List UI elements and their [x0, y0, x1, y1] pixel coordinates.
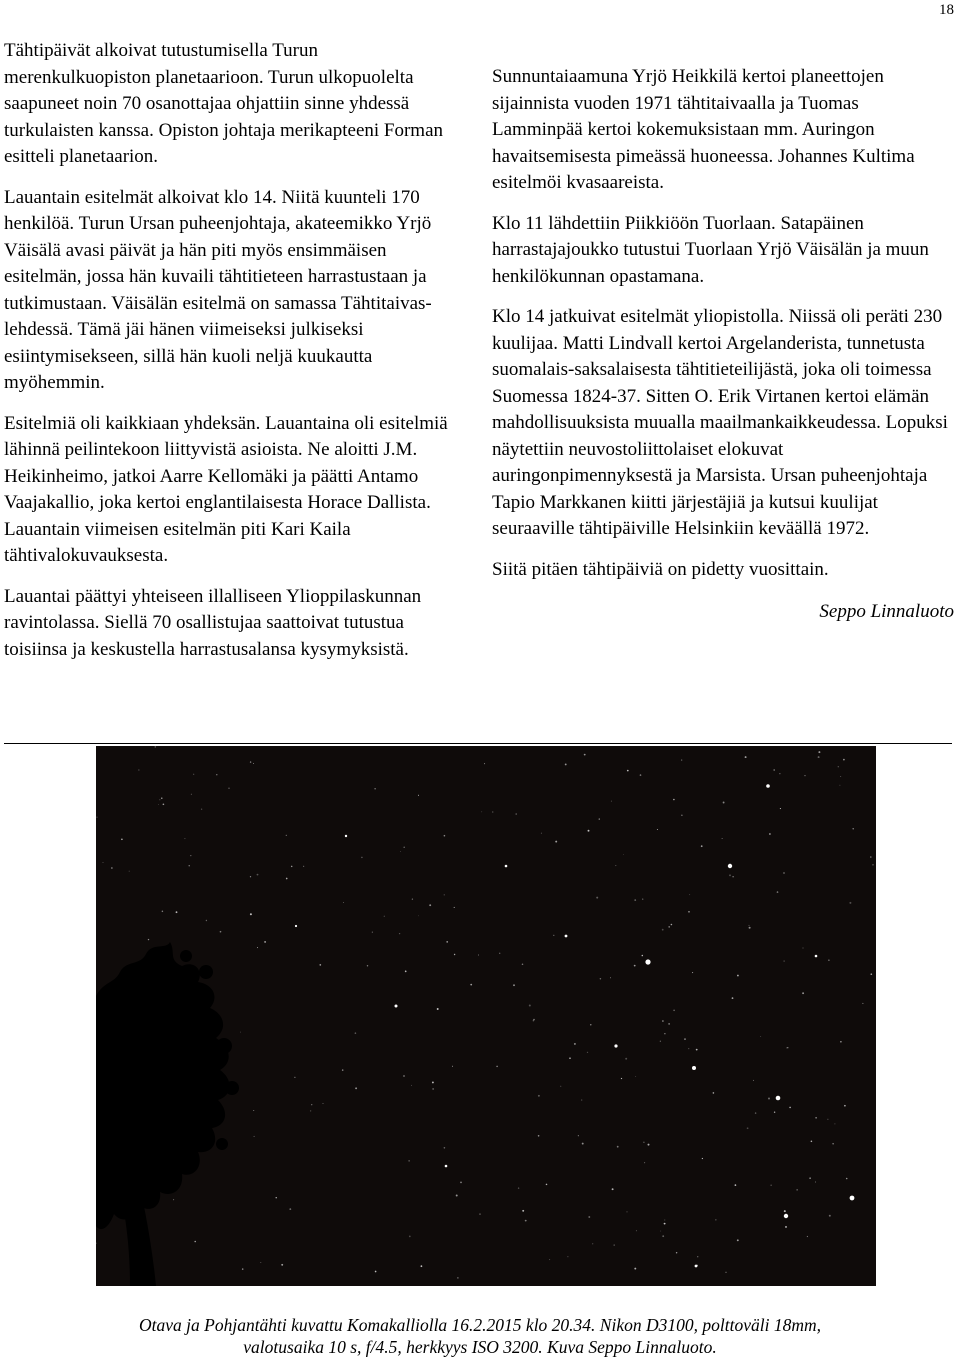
faint-star — [240, 1032, 241, 1033]
faint-star — [644, 1162, 645, 1163]
faint-star — [615, 865, 616, 866]
faint-star — [735, 1184, 737, 1186]
bright-star — [395, 1005, 398, 1008]
faint-star — [254, 1136, 255, 1137]
faint-star — [582, 1143, 584, 1145]
faint-star — [303, 866, 304, 867]
faint-star — [96, 817, 97, 818]
faint-star — [553, 935, 554, 936]
faint-star — [291, 866, 293, 868]
faint-star — [840, 1041, 842, 1043]
faint-star — [289, 1208, 291, 1210]
faint-star — [342, 1069, 343, 1070]
faint-star — [862, 1003, 863, 1004]
faint-star — [264, 941, 266, 943]
faint-star — [804, 775, 805, 776]
faint-star — [513, 984, 515, 986]
faint-star — [319, 964, 321, 966]
faint-star — [787, 1047, 788, 1048]
faint-star — [525, 1220, 527, 1222]
bright-star — [776, 1096, 781, 1101]
faint-star — [541, 833, 542, 834]
faint-star — [664, 1220, 665, 1221]
faint-star — [555, 841, 557, 843]
faint-star — [538, 1095, 540, 1097]
faint-star — [681, 815, 682, 816]
faint-star — [785, 1226, 787, 1228]
faint-star — [846, 1178, 848, 1180]
faint-star — [844, 1105, 846, 1107]
faint-star — [323, 1103, 324, 1104]
bright-star — [614, 1044, 617, 1047]
faint-star — [784, 961, 785, 962]
faint-star — [689, 894, 690, 895]
faint-star — [737, 1239, 739, 1241]
horizontal-divider — [4, 743, 952, 744]
page-number: 18 — [939, 2, 954, 18]
faint-star — [779, 773, 780, 774]
faint-star — [418, 795, 419, 796]
faint-star — [737, 975, 739, 977]
faint-star — [870, 856, 872, 858]
bright-star — [784, 1214, 788, 1218]
faint-star — [838, 766, 839, 767]
faint-star — [789, 1107, 791, 1109]
paragraph: Siitä pitäen tähtipäiviä on pidetty vuosittain. — [492, 558, 829, 580]
faint-star — [715, 1219, 716, 1220]
faint-star — [228, 788, 229, 789]
faint-star — [662, 929, 664, 931]
faint-star — [515, 813, 517, 815]
faint-star — [437, 1008, 439, 1010]
faint-star — [634, 965, 636, 967]
faint-star — [657, 829, 658, 830]
bright-star — [295, 925, 297, 927]
faint-star — [697, 1256, 698, 1257]
faint-star — [676, 1252, 677, 1253]
faint-star — [815, 1182, 816, 1183]
bright-star — [728, 864, 732, 868]
faint-star — [811, 1141, 813, 1143]
faint-star — [538, 1135, 540, 1137]
faint-star — [771, 1185, 772, 1186]
faint-star — [668, 926, 670, 928]
night-sky-image — [96, 746, 876, 1286]
faint-star — [286, 878, 288, 880]
faint-star — [578, 1135, 579, 1136]
paragraph: Lauantain esitelmät alkoivat klo 14. Niitä kuunteli 170 henkilöä. Turun Ursan puheenjohtaja, akateemikko Yrjö Väisälä avasi päivät ja hän piti myös ensimmäisen esitelmän, jossa hän kuvaili tähtitieteen harrastustaan ja tutkimustaan. Väisälän esitelmä on samassa Tähtitaivas-lehdessä. Tämä jäi hänen viimeiseksi julkiseksi esiintymisekseen, sillä hän kuoli neljä kuukautta myöhemmin. — [4, 186, 432, 393]
tree-leaf-clump — [199, 965, 213, 979]
tree-leaf-clump — [180, 950, 192, 962]
faint-star — [829, 1215, 831, 1217]
faint-star — [807, 1236, 808, 1237]
faint-star — [827, 1119, 828, 1120]
faint-star — [286, 835, 287, 836]
faint-star — [533, 1019, 535, 1021]
faint-star — [760, 1036, 761, 1037]
faint-star — [384, 916, 385, 917]
faint-star — [372, 932, 373, 933]
faint-star — [723, 802, 725, 804]
faint-star — [818, 751, 820, 753]
faint-star — [749, 927, 751, 929]
faint-star — [444, 894, 445, 895]
faint-star — [549, 1259, 550, 1260]
faint-star — [612, 1188, 614, 1190]
faint-star — [257, 874, 259, 876]
faint-star — [310, 1110, 311, 1111]
faint-star — [456, 1195, 458, 1197]
faint-star — [403, 1075, 405, 1077]
faint-star — [849, 902, 851, 904]
faint-star — [294, 1077, 295, 1078]
faint-star — [872, 864, 874, 866]
right-column — [492, 64, 954, 640]
bright-star — [565, 935, 568, 938]
faint-star — [832, 1143, 833, 1144]
faint-star — [777, 891, 779, 893]
faint-star — [546, 1184, 548, 1186]
faint-star — [260, 1262, 261, 1263]
faint-star — [121, 838, 123, 840]
faint-star — [565, 763, 567, 765]
faint-star — [636, 1230, 637, 1231]
faint-star — [361, 857, 363, 859]
faint-star — [567, 1256, 568, 1257]
paragraph: Klo 14 jatkuivat esitelmät yliopistolla. Niissä oli peräti 230 kuulijaa. Matti Lindvall kertoi Argelanderista, tunnetusta suomalais-saksalaisesta tähtitieteilijästä, joka oli toimessa Suomessa 1824-37. Sitten O. Erik Virtanen kertoi elämän mahdollisuuksista muualla maailmankaikkeudessa. Lopuksi näytettiin neuvostoliittolaiset elokuvat auringonpimennyksestä ja Marsista. Ursan puheenjohtaja Tapio Markkanen kiitti järjestäjiä ja kutsui kuulijat seuraaville tähtipäiville Helsinkiin keväällä 1972. — [492, 306, 948, 539]
faint-star — [610, 977, 611, 978]
faint-star — [774, 1112, 775, 1113]
faint-star — [673, 1009, 675, 1011]
faint-star — [193, 774, 194, 775]
faint-star — [600, 978, 601, 979]
faint-star — [276, 1197, 277, 1198]
photo-caption — [0, 1314, 960, 1358]
faint-star — [843, 759, 845, 761]
paragraph: Klo 11 lähdettiin Piikkiöön Tuorlaan. Satapäinen harrastajajoukko tutustui Tuorlaan Yrjö Väisälän ja muun henkilökunnan opastamana. — [492, 212, 929, 287]
faint-star — [684, 1038, 686, 1040]
faint-star — [621, 1078, 622, 1079]
faint-star — [412, 898, 413, 899]
faint-star — [749, 925, 750, 926]
faint-star — [250, 876, 251, 877]
faint-star — [444, 835, 446, 837]
bright-star — [692, 1066, 696, 1070]
faint-star — [681, 760, 682, 761]
faint-star — [111, 867, 112, 868]
faint-star — [747, 1127, 749, 1129]
faint-star — [478, 955, 479, 956]
faint-star — [662, 1020, 664, 1022]
faint-star — [569, 1057, 571, 1059]
faint-star — [499, 953, 500, 954]
faint-star — [492, 811, 493, 812]
faint-star — [587, 1052, 588, 1053]
faint-star — [839, 785, 840, 786]
faint-star — [560, 1086, 561, 1087]
faint-star — [129, 871, 130, 872]
faint-star — [173, 1199, 174, 1200]
faint-star — [484, 763, 485, 764]
faint-star — [701, 845, 703, 847]
faint-star — [189, 865, 190, 866]
faint-star — [411, 1085, 412, 1086]
faint-star — [574, 1043, 576, 1045]
faint-star — [671, 924, 673, 926]
faint-star — [444, 1147, 446, 1149]
faint-star — [470, 984, 472, 986]
faint-star — [343, 902, 344, 903]
faint-star — [729, 874, 731, 876]
faint-star — [871, 973, 873, 975]
faint-star — [446, 941, 448, 943]
faint-star — [522, 964, 524, 966]
faint-star — [634, 899, 636, 901]
faint-star — [161, 798, 162, 799]
faint-star — [753, 1080, 754, 1081]
faint-star — [648, 1144, 650, 1146]
faint-star — [692, 972, 693, 973]
faint-star — [599, 818, 600, 819]
faint-star — [688, 911, 690, 913]
faint-star — [702, 1158, 703, 1159]
faint-star — [722, 838, 723, 839]
faint-star — [454, 954, 455, 955]
faint-star — [588, 830, 590, 832]
bright-star — [850, 1196, 855, 1201]
faint-star — [660, 1041, 661, 1042]
faint-star — [194, 1241, 196, 1243]
faint-star — [190, 855, 191, 856]
faint-star — [755, 1112, 756, 1113]
faint-star — [617, 1146, 619, 1148]
faint-star — [481, 811, 482, 812]
faint-star — [355, 1032, 357, 1034]
faint-star — [713, 1092, 715, 1094]
faint-star — [809, 1177, 811, 1179]
faint-star — [158, 804, 159, 805]
paragraph: Tähtipäivät alkoivat tutustumisella Turun merenkulkuopiston planetaarioon. Turun ulkopuolelta saapuneet noin 70 osanottajaa ohjattiin sinne yhdessä turkulaisten kanssa. Opiston johtaja merikapteeni Forman esitteli planetaarion. — [4, 40, 444, 167]
faint-star — [732, 997, 734, 999]
faint-star — [374, 788, 375, 789]
night-sky-photo — [96, 746, 876, 1286]
caption-line: Otava ja Pohjantähti kuvattu Komakalliolla 16.2.2015 klo 20.34. Nikon D3100, polttoväli 18mm, — [139, 1315, 821, 1335]
faint-star — [626, 1211, 627, 1212]
faint-star — [148, 939, 149, 940]
faint-star — [642, 955, 644, 957]
faint-star — [496, 1066, 498, 1068]
faint-star — [768, 1098, 770, 1100]
faint-star — [418, 915, 419, 916]
faint-star — [584, 754, 586, 756]
faint-star — [375, 1271, 377, 1273]
bright-star — [815, 955, 818, 958]
faint-star — [253, 763, 254, 764]
faint-star — [818, 756, 820, 758]
faint-star — [592, 1243, 593, 1244]
faint-star — [429, 904, 431, 906]
faint-star — [529, 1005, 531, 1007]
faint-star — [201, 809, 202, 810]
faint-star — [162, 911, 164, 913]
faint-star — [668, 1023, 670, 1025]
faint-star — [311, 1104, 312, 1105]
faint-star — [176, 911, 178, 913]
faint-star — [103, 862, 104, 863]
faint-star — [660, 1231, 661, 1232]
faint-star — [802, 992, 804, 994]
faint-star — [220, 931, 222, 933]
faint-star — [642, 898, 643, 899]
faint-star — [184, 838, 185, 839]
faint-star — [403, 847, 405, 849]
faint-star — [522, 1210, 524, 1212]
faint-star — [155, 746, 157, 748]
faint-star — [281, 1264, 283, 1266]
author-signature: Seppo Linnaluoto — [819, 601, 954, 622]
faint-star — [596, 897, 598, 899]
faint-star — [643, 1141, 645, 1143]
left-column — [4, 38, 452, 677]
faint-star — [479, 1213, 481, 1215]
caption-line: valotusaika 10 s, f/4.5, herkkyys ISO 3200. Kuva Seppo Linnaluoto. — [243, 1337, 717, 1357]
faint-star — [590, 1024, 591, 1025]
paragraph: Lauantai päättyi yhteiseen illalliseen Ylioppilaskunnan ravintolassa. Siellä 70 osallistujaa saattoivat tutustua toisiinsa ja keskustella harrastusalansa kysymyksistä. — [4, 585, 422, 660]
faint-star — [518, 1187, 519, 1188]
faint-star — [581, 1100, 582, 1101]
faint-star — [627, 770, 629, 772]
faint-star — [588, 1216, 590, 1218]
faint-star — [452, 1066, 453, 1067]
faint-star — [206, 920, 207, 921]
bright-star — [445, 1165, 448, 1168]
faint-star — [662, 1235, 664, 1237]
faint-star — [732, 876, 733, 877]
faint-star — [828, 959, 830, 961]
faint-star — [784, 1210, 786, 1212]
faint-star — [250, 913, 252, 915]
faint-star — [432, 1088, 433, 1089]
faint-star — [673, 799, 675, 801]
bright-star — [345, 835, 347, 837]
faint-star — [640, 774, 642, 776]
faint-star — [421, 1265, 423, 1267]
faint-star — [163, 803, 165, 805]
faint-star — [242, 1268, 243, 1269]
bright-star — [505, 865, 508, 868]
faint-star — [786, 1047, 787, 1048]
faint-star — [611, 801, 612, 802]
faint-star — [216, 774, 217, 775]
faint-star — [625, 1058, 627, 1060]
bright-star — [766, 784, 770, 788]
faint-star — [191, 794, 192, 795]
tree-leaf-clump — [225, 1081, 239, 1095]
faint-star — [432, 1081, 434, 1083]
paragraph: Esitelmiä oli kaikkiaan yhdeksän. Lauantaina oli esitelmiä lähinnä peilintekoon liittyvistä asioista. Ne aloitti J.M. Heikinheimo, jatkoi Aarre Kellomäki ja päätti Antamo Vaajakallio, joka kertoi englantilaisesta Horace Dallista. Lauantain viimeisen esitelmän piti Kari Kaila tähtivalokuvauksesta. — [4, 412, 448, 566]
faint-star — [696, 1049, 698, 1051]
faint-star — [664, 1223, 666, 1225]
faint-star — [769, 833, 771, 835]
tree-leaf-clump — [216, 1138, 228, 1150]
faint-star — [454, 907, 455, 908]
faint-star — [400, 851, 401, 852]
faint-star — [635, 1076, 636, 1077]
faint-star — [745, 756, 747, 758]
faint-star — [355, 1087, 357, 1089]
faint-star — [815, 1117, 817, 1119]
faint-star — [408, 1160, 409, 1161]
faint-star — [780, 808, 781, 809]
faint-star — [457, 1277, 458, 1278]
faint-star — [634, 1268, 636, 1270]
faint-star — [623, 854, 624, 855]
faint-star — [688, 1048, 689, 1049]
faint-star — [797, 1189, 798, 1190]
faint-star — [253, 1110, 254, 1111]
faint-star — [664, 1033, 665, 1034]
faint-star — [409, 1236, 411, 1238]
faint-star — [834, 1123, 835, 1124]
faint-star — [460, 1182, 462, 1184]
faint-star — [159, 799, 160, 800]
faint-star — [802, 947, 803, 948]
faint-star — [613, 1244, 614, 1245]
faint-star — [367, 965, 368, 966]
faint-star — [405, 971, 407, 973]
faint-star — [138, 770, 139, 771]
faint-star — [726, 1272, 727, 1273]
faint-star — [840, 776, 841, 777]
bright-star — [695, 1265, 698, 1268]
faint-star — [257, 947, 258, 948]
faint-star — [852, 828, 853, 829]
faint-star — [250, 761, 251, 762]
tree-leaf-clump — [216, 1038, 232, 1054]
paragraph: Sunnuntaiaamuna Yrjö Heikkilä kertoi planeettojen sijainnista vuoden 1971 tähtitaivaalla ja Tuomas Lamminpää kertoi kokemuksistaan mm. Auringon havaitsemisesta pimeässä huoneessa. Johannes Kultima esitelmöi kvasaareista. — [492, 66, 915, 193]
faint-star — [783, 872, 784, 873]
faint-star — [399, 933, 400, 934]
faint-star — [773, 769, 775, 771]
bright-star — [645, 959, 650, 964]
